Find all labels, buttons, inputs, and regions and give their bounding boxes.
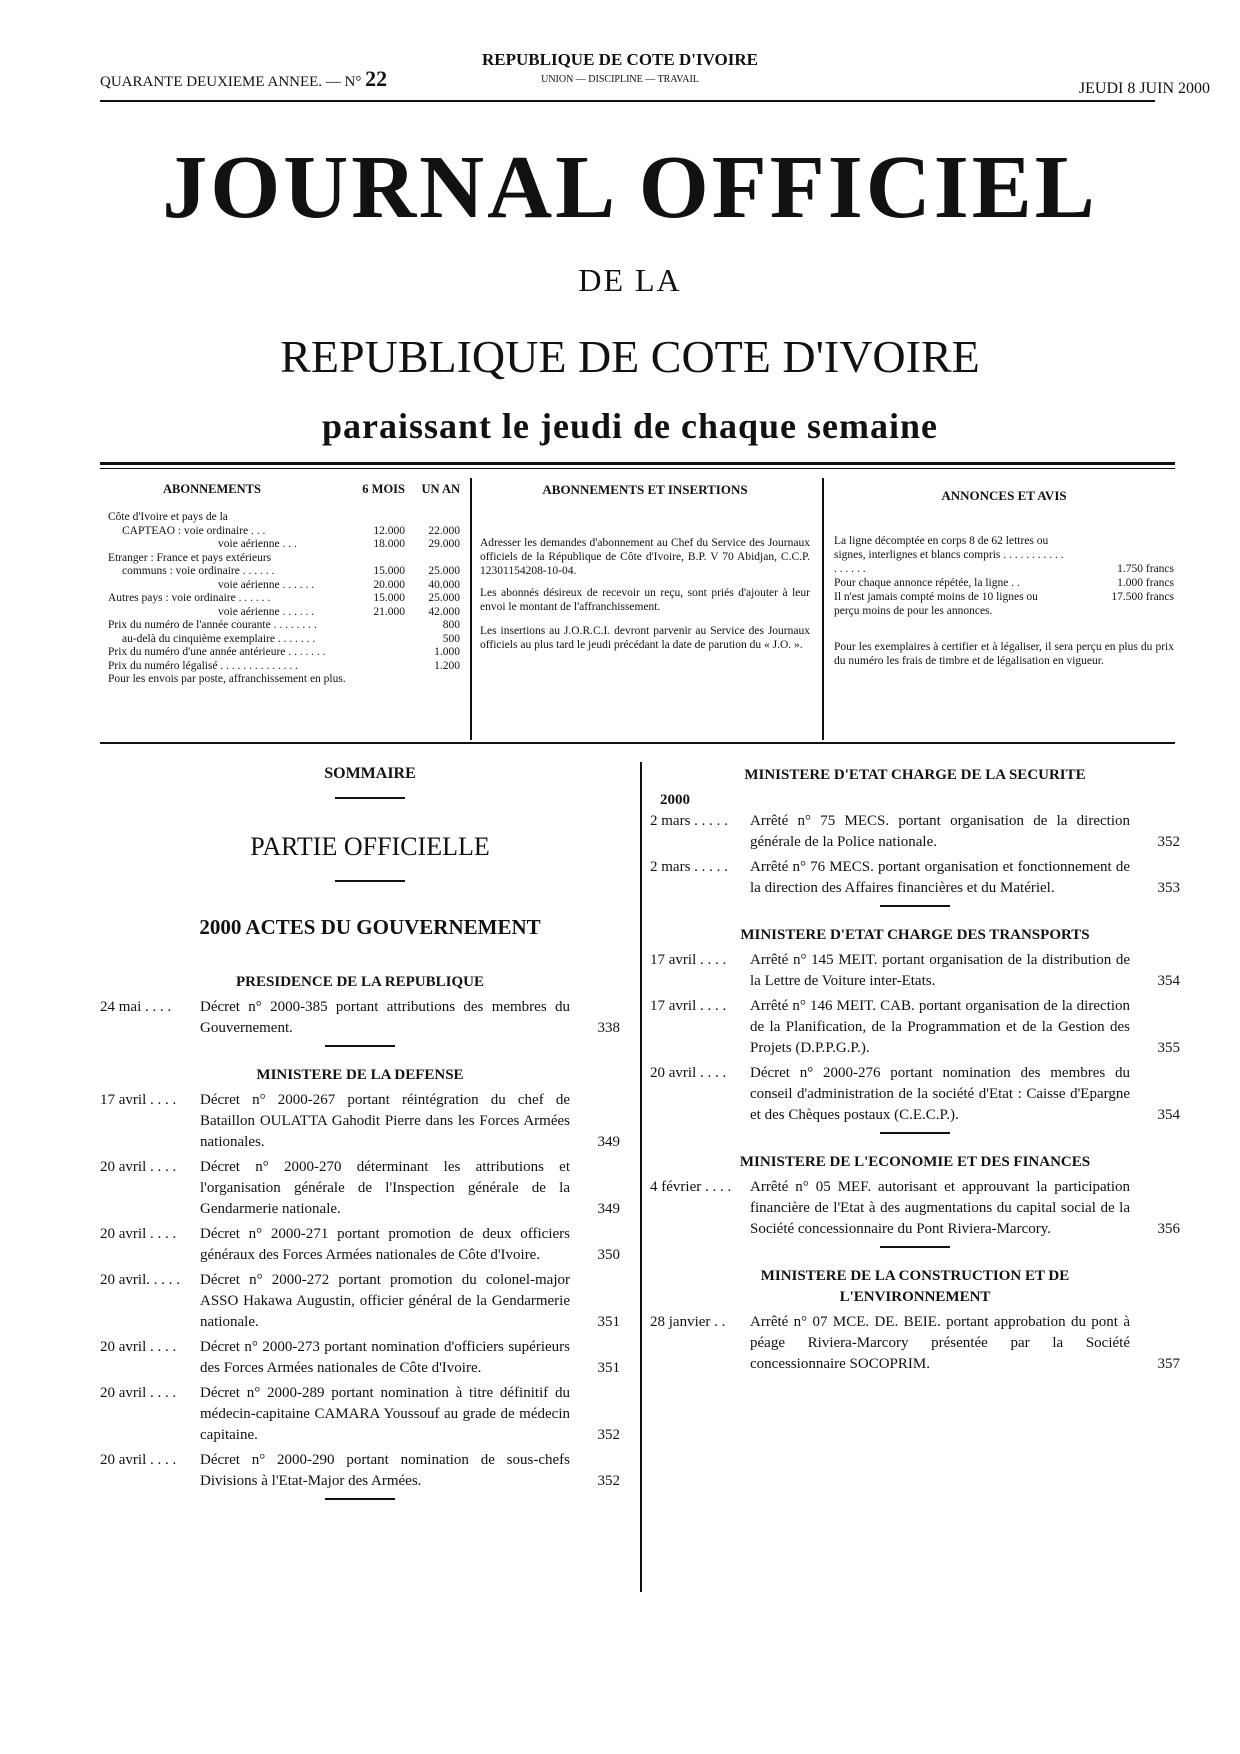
entry-text: Arrêté n° 76 MECS. portant organisation et fonctionnement de la direction des Affaires financières et du Matériel. xyxy=(750,859,1130,896)
entry-date: 17 avril . . . . xyxy=(650,998,727,1014)
entry-page: 338 xyxy=(597,1020,620,1036)
partie-officielle: PARTIE OFFICIELLE xyxy=(250,832,490,861)
ministry-heading: MINISTERE D'ETAT CHARGE DES TRANSPORTS xyxy=(740,927,1090,943)
motto: UNION — DISCIPLINE — TRAVAIL xyxy=(541,74,699,85)
entry-text: Arrêté n° 146 MEIT. CAB. portant organisation de la direction de la Planification, de la Programmation et de la Gestion des Projets (D.P.P.G.P.). xyxy=(750,998,1130,1056)
entry-date: 24 mai . . . . xyxy=(100,999,172,1015)
actes-heading: 2000 ACTES DU GOUVERNEMENT xyxy=(199,915,541,939)
entry-page: 352 xyxy=(597,1473,620,1489)
subscription-label: Prix du numéro d'une année antérieure . . . . . . . xyxy=(108,646,326,658)
sommaire-entry[interactable] xyxy=(100,997,620,1039)
subscription-an xyxy=(405,511,460,525)
entry-page: 354 xyxy=(1157,1107,1180,1123)
sommaire-entry[interactable] xyxy=(100,1270,620,1333)
sommaire-rule xyxy=(335,797,405,799)
subscription-label: Côte d'Ivoire et pays de la xyxy=(108,511,228,523)
box-divider-1 xyxy=(470,478,472,740)
subscription-6mois: 12.000 xyxy=(373,524,405,537)
section-rule xyxy=(880,1246,950,1248)
entry-text: Décret n° 2000-273 portant nomination d'officiers supérieurs des Forces Armées nationales de Côte d'Ivoire. xyxy=(200,1339,570,1376)
republic-top-label: REPUBLIQUE DE COTE D'IVOIRE xyxy=(482,50,758,69)
column-divider xyxy=(640,762,642,1592)
subscription-label: communs : voie ordinaire . . . . . . xyxy=(122,565,275,577)
subscription-row xyxy=(108,646,460,660)
subscription-row xyxy=(108,579,460,593)
insertions-box xyxy=(480,482,810,652)
subscription-6mois xyxy=(350,646,405,660)
section-rule xyxy=(325,1045,395,1047)
top-rule xyxy=(100,100,1155,102)
box-bottom-rule xyxy=(100,742,1175,744)
subscription-6mois xyxy=(350,511,405,525)
partie-rule xyxy=(335,880,405,882)
box-divider-2 xyxy=(822,478,824,740)
annonces-heading: ANNONCES ET AVIS xyxy=(941,488,1067,503)
issue-number: 22 xyxy=(365,66,388,91)
right-column xyxy=(650,765,1180,1393)
frequency: paraissant le jeudi de chaque semaine xyxy=(321,406,939,446)
subscription-6mois: 20.000 xyxy=(373,578,405,591)
entry-page: 351 xyxy=(597,1360,620,1376)
entry-text: Décret n° 2000-267 portant réintégration du chef de Bataillon OULATTA Gahodit Pierre dans les Forces Armées nationales. xyxy=(200,1092,570,1150)
entry-text: Décret n° 2000-385 portant attributions des membres du Gouvernement. xyxy=(200,999,570,1036)
subscription-label: voie aérienne . . . . . . xyxy=(218,578,315,591)
sommaire-entry[interactable] xyxy=(650,1063,1180,1126)
entry-date: 17 avril . . . . xyxy=(650,952,727,968)
subscriptions-heading: ABONNEMENTS xyxy=(163,482,261,496)
subscription-row xyxy=(108,606,460,620)
annonces-line1: La ligne décomptée en corps 8 de 62 lettres ou signes, interlignes et blancs compris . . . . . . . . . . . . . . . . . xyxy=(834,535,1064,575)
entry-date: 4 février . . . . xyxy=(650,1179,732,1195)
subscription-an: 25.000 xyxy=(428,565,460,577)
entry-text: Arrêté n° 145 MEIT. portant organisation de la distribution de la Lettre de Voiture inter-Etats. xyxy=(750,952,1130,989)
entry-page: 356 xyxy=(1157,1221,1180,1237)
entry-page: 352 xyxy=(597,1427,620,1443)
year-label: QUARANTE DEUXIEME ANNEE. — N° xyxy=(100,74,362,90)
subscription-an: 500 xyxy=(442,632,460,645)
annonces-line3-price: 17.500 francs xyxy=(1111,591,1174,603)
subscription-row xyxy=(108,552,460,566)
subscription-label: Pour les envois par poste, affranchissement en plus. xyxy=(108,673,346,685)
subscription-6mois xyxy=(350,633,405,647)
subscription-row xyxy=(108,525,460,539)
subscription-label: CAPTEAO : voie ordinaire . . . xyxy=(122,524,266,537)
sommaire-entry[interactable] xyxy=(650,857,1180,899)
subscription-an: 29.000 xyxy=(428,538,460,550)
left-column xyxy=(100,972,620,1518)
sommaire-entry[interactable] xyxy=(650,1312,1180,1375)
sommaire-entry[interactable] xyxy=(650,996,1180,1059)
sommaire-entry[interactable] xyxy=(100,1224,620,1266)
masthead-rule-thin xyxy=(100,468,1175,469)
ministry-section xyxy=(100,1065,620,1500)
entry-text: Décret n° 2000-270 déterminant les attributions et l'organisation générale de l'Inspection générale de la Gendarmerie nationale. xyxy=(200,1159,570,1217)
ministry-heading: MINISTERE D'ETAT CHARGE DE LA SECURITE xyxy=(744,767,1086,783)
subscription-6mois: 15.000 xyxy=(373,565,405,577)
entry-text: Décret n° 2000-289 portant nomination à titre définitif du médecin-capitaine CAMARA Youssouf au grade de médecin capitaine. xyxy=(200,1385,570,1443)
ministry-section xyxy=(650,1152,1180,1248)
sommaire-entry[interactable] xyxy=(100,1157,620,1220)
annonces-line3: Il n'est jamais compté moins de 10 lignes ou perçu moins de pour les annonces. xyxy=(834,591,1038,617)
issue-date: JEUDI 8 JUIN 2000 xyxy=(1078,80,1210,97)
entry-date: 20 avril . . . . xyxy=(100,1226,177,1242)
insertions-heading: ABONNEMENTS ET INSERTIONS xyxy=(542,482,748,497)
entry-date: 20 avril . . . . xyxy=(100,1159,177,1175)
sommaire-entry[interactable] xyxy=(100,1383,620,1446)
insertions-p3: Les insertions au J.O.R.C.I. devront parvenir au Service des Journaux officiels au plus tard le jeudi précédant la date de parution du « J.O. ». xyxy=(480,625,810,651)
subscriptions-box xyxy=(108,482,460,687)
subscription-label: Prix du numéro légalisé . . . . . . . . . . . . . . xyxy=(108,659,299,672)
subscription-label: Prix du numéro de l'année courante . . . . . . . . xyxy=(108,619,317,631)
entry-text: Arrêté n° 75 MECS. portant organisation de la direction générale de la Police nationale. xyxy=(750,813,1130,850)
country-title: REPUBLIQUE DE COTE D'IVOIRE xyxy=(280,331,980,382)
subscription-row xyxy=(108,565,460,579)
entry-page: 353 xyxy=(1157,880,1180,896)
entry-page: 355 xyxy=(1157,1040,1180,1056)
entry-text: Décret n° 2000-272 portant promotion du colonel-major ASSO Hakawa Augustin, officier général de la Gendarmerie nationale. xyxy=(200,1272,570,1330)
annonces-box xyxy=(834,488,1174,668)
subscription-an: 40.000 xyxy=(428,578,460,591)
subscription-label: au-delà du cinquième exemplaire . . . . . . . xyxy=(122,632,316,645)
section-rule xyxy=(325,1498,395,1500)
subscription-an: 42.000 xyxy=(428,605,460,618)
subscription-row xyxy=(108,592,460,606)
sommaire-entry[interactable] xyxy=(650,1177,1180,1240)
entry-date: 2 mars . . . . . xyxy=(650,859,728,875)
subscription-row xyxy=(108,511,460,525)
entry-date: 2 mars . . . . . xyxy=(650,813,728,829)
entry-date: 20 avril . . . . xyxy=(100,1452,177,1468)
ministry-heading: PRESIDENCE DE LA REPUBLIQUE xyxy=(236,974,484,990)
subscription-label: Etranger : France et pays extérieurs xyxy=(108,551,272,564)
subscription-6mois xyxy=(350,673,405,687)
annonces-line2: Pour chaque annonce répétée, la ligne . . xyxy=(834,577,1020,589)
subscription-an: 1.000 xyxy=(434,646,460,658)
subscription-label: voie aérienne . . . xyxy=(218,538,297,550)
subscription-6mois: 15.000 xyxy=(373,592,405,604)
subscription-6mois xyxy=(350,619,405,633)
sommaire-entry[interactable] xyxy=(650,811,1180,853)
de-la: DE LA xyxy=(578,262,682,298)
entry-date: 20 avril . . . . xyxy=(100,1385,177,1401)
subscriptions-table xyxy=(108,511,460,687)
sommaire-entry[interactable] xyxy=(100,1337,620,1379)
entry-page: 357 xyxy=(1157,1356,1180,1372)
subscription-label: Autres pays : voie ordinaire . . . . . . xyxy=(108,592,271,604)
entry-date: 20 avril . . . . xyxy=(650,1065,727,1081)
subscription-an xyxy=(405,552,460,566)
subscription-label: voie aérienne . . . . . . xyxy=(218,605,315,618)
subscription-6mois xyxy=(350,552,405,566)
entry-page: 354 xyxy=(1157,973,1180,989)
subscription-6mois: 21.000 xyxy=(373,605,405,618)
entry-text: Décret n° 2000-271 portant promotion de deux officiers généraux des Forces Armées nationales de Côte d'Ivoire. xyxy=(200,1226,570,1263)
ministry-year: 2000 xyxy=(660,792,690,808)
annonces-line2-price: 1.000 francs xyxy=(1117,577,1174,589)
issue-line xyxy=(100,66,400,92)
sommaire-entry[interactable] xyxy=(650,950,1180,992)
entry-page: 352 xyxy=(1157,834,1180,850)
subscription-an: 22.000 xyxy=(428,524,460,537)
ministry-heading: MINISTERE DE LA DEFENSE xyxy=(256,1067,464,1083)
col-6mois: 6 MOIS xyxy=(362,482,405,496)
subscription-row xyxy=(108,673,460,687)
entry-text: Décret n° 2000-290 portant nomination de sous-chefs Divisions à l'Etat-Major des Armées. xyxy=(200,1452,570,1489)
col-an: UN AN xyxy=(421,482,460,496)
entry-text: Arrêté n° 05 MEF. autorisant et approuvant la participation financière de l'Etat à des augmentations du capital social de la Société concessionnaire du Pont Riviera-Marcory. xyxy=(750,1179,1130,1237)
entry-page: 349 xyxy=(597,1201,620,1217)
sommaire-heading: SOMMAIRE xyxy=(324,765,416,782)
entry-page: 351 xyxy=(597,1314,620,1330)
subscription-an: 800 xyxy=(442,619,460,631)
republic-top xyxy=(430,50,810,85)
subscription-6mois: 18.000 xyxy=(373,538,405,550)
ministry-heading: MINISTERE DE LA CONSTRUCTION ET DE L'ENVIRONNEMENT xyxy=(760,1268,1070,1305)
subscription-6mois xyxy=(350,660,405,674)
subscription-an xyxy=(405,673,460,687)
sommaire-entry[interactable] xyxy=(100,1090,620,1153)
entry-date: 28 janvier . . xyxy=(650,1314,726,1330)
insertions-p1: Adresser les demandes d'abonnement au Chef du Service des Journaux officiels de la République de Côte d'Ivoire, B.P. V 70 Abidjan, C.C.P. 12301154208-10-04. xyxy=(480,537,810,577)
journal-title: JOURNAL OFFICIEL xyxy=(162,138,1098,237)
subscription-an: 1.200 xyxy=(434,659,460,672)
entry-text: Décret n° 2000-276 portant nomination des membres du conseil d'administration de la société d'Etat : Caisse d'Epargne et des Chèques postaux (C.E.C.P.). xyxy=(750,1065,1130,1123)
subscription-an: 25.000 xyxy=(428,592,460,604)
section-rule xyxy=(880,905,950,907)
entry-date: 20 avril. . . . . xyxy=(100,1272,180,1288)
annonces-line1-price: 1.750 francs xyxy=(1117,563,1174,575)
masthead-rule-thick xyxy=(100,462,1175,465)
entry-date: 17 avril . . . . xyxy=(100,1092,177,1108)
sommaire-entry[interactable] xyxy=(100,1450,620,1492)
annonces-note: Pour les exemplaires à certifier et à légaliser, il sera perçu en plus du prix du numéro les frais de timbre et de légalisation en vigueur. xyxy=(834,641,1174,667)
entry-page: 349 xyxy=(597,1134,620,1150)
subscription-row xyxy=(108,619,460,633)
ministry-section xyxy=(650,765,1180,907)
entry-page: 350 xyxy=(597,1247,620,1263)
ministry-heading: MINISTERE DE L'ECONOMIE ET DES FINANCES xyxy=(739,1154,1091,1170)
entry-date: 20 avril . . . . xyxy=(100,1339,177,1355)
insertions-p2: Les abonnés désireux de recevoir un reçu, sont priés d'ajouter à leur envoi le montant de l'affranchissement. xyxy=(480,587,810,613)
subscription-row xyxy=(108,538,460,552)
section-rule xyxy=(880,1132,950,1134)
ministry-section xyxy=(100,972,620,1047)
subscription-row xyxy=(108,633,460,647)
ministry-section xyxy=(650,925,1180,1134)
ministry-section xyxy=(650,1266,1180,1375)
entry-text: Arrêté n° 07 MCE. DE. BEIE. portant approbation du pont à péage Riviera-Marcory présentée par la Société concessionnaire SOCOPRIM. xyxy=(750,1314,1130,1372)
subscription-row xyxy=(108,660,460,674)
